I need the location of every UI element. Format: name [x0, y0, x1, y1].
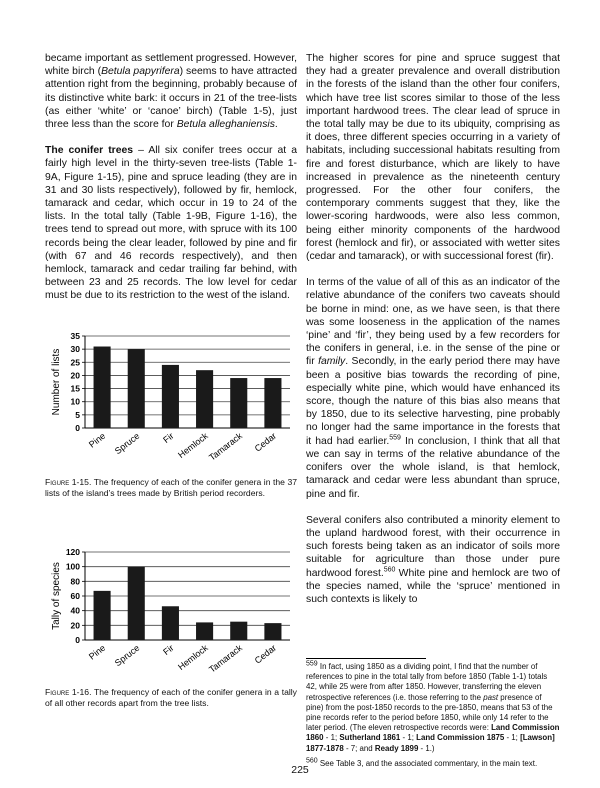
- text-run: ) seems to have attracted attention right from the beginning, probably because of its distinctive white bark: it occurs in 21 of the tree-lists (as either ‘white’ or ‘canoe’ birch) (Table 1-5), just three less than the score for: [45, 66, 297, 131]
- x-tick-label: Spruce: [112, 642, 142, 669]
- y-tick-label: 40: [70, 605, 80, 616]
- caption-text: The frequency of each of the conifer genera in the 37 lists of the island’s trees made by British period recorders.: [45, 477, 297, 498]
- page-number: 225: [291, 764, 309, 776]
- text-run: - 1.): [418, 743, 435, 753]
- citation: Land Commission 1860: [306, 723, 560, 743]
- bar-chart-number-of-lists: [45, 332, 297, 472]
- x-tick-label: Fir: [161, 430, 176, 446]
- footnote-number: 559: [306, 660, 318, 668]
- caption-label: Figure 1-16.: [45, 687, 92, 697]
- y-tick-label: 20: [70, 370, 80, 381]
- x-tick-label: Tamarack: [207, 430, 244, 463]
- x-tick-label: Fir: [161, 642, 176, 658]
- y-tick-label: 15: [70, 383, 80, 394]
- text-run: Several conifers also contributed a minority element to the upland hardwood forest, with their occurrence in such forests being taken as an indicator of soils more suitable for agriculture than those under pure hardwood forest.: [306, 514, 560, 579]
- footnote-ref: 560: [383, 566, 396, 574]
- y-axis-label: Tally of species: [51, 562, 62, 630]
- x-tick-label: Hemlock: [176, 642, 210, 673]
- paragraph-several-conifers: [306, 514, 560, 606]
- citation: Ready 1899: [374, 743, 419, 753]
- emphasis: family: [318, 356, 346, 368]
- text-run: became important as settlement progressed. However, white birch (: [45, 53, 297, 78]
- paragraph-caveats: [306, 276, 560, 500]
- y-tick-label: 20: [70, 620, 80, 631]
- citation: [Lawson] 1877-1878: [306, 733, 555, 753]
- text-run: - 1;: [504, 733, 521, 743]
- x-tick-label: Pine: [86, 642, 108, 662]
- right-column: [306, 52, 560, 606]
- bar-pine: [94, 591, 111, 640]
- x-tick-label: Cedar: [252, 430, 279, 454]
- text-run: .: [274, 119, 278, 131]
- bar-hemlock: [196, 370, 213, 428]
- x-tick-label: Spruce: [112, 430, 142, 457]
- figure-1-16: [45, 546, 297, 709]
- y-tick-label: 25: [70, 357, 80, 368]
- x-tick-label: Hemlock: [176, 430, 210, 461]
- text-run: In conclusion, I think that all that we can say in terms of the relative abundance of the conifers over the whole island, is that hemlock, tamarack and cedar were less abundant than spruce, pine and fir.: [306, 435, 560, 500]
- caption-text: The frequency of each of the conifer genera in a tally of all other records apart from the tree lists.: [45, 687, 297, 708]
- y-tick-label: 10: [70, 396, 80, 407]
- bar-tamarack: [230, 622, 247, 640]
- left-column: [45, 52, 297, 303]
- y-tick-label: 30: [70, 344, 80, 355]
- species-name: Betula papyrifera: [101, 66, 180, 78]
- footnote-rule: [306, 658, 426, 659]
- footnote-ref: 559: [389, 434, 401, 442]
- bar-cedar: [264, 623, 281, 640]
- text-run: In fact, using 1850 as a dividing point, I find that the number of references to pine in the total tally from before 1850 (Table 1-1) totals 42, while 25 were from after 1850. However, transferring the eleven retrospective references (i.e. those referring to the: [306, 662, 548, 702]
- bar-tamarack: [230, 378, 247, 428]
- text-run: - 1;: [323, 733, 340, 743]
- species-name: Betula alleghaniensis: [176, 119, 275, 131]
- text-run: – All six conifer trees occur at a fairly high level in the thirty-seven tree-lists (Table 1-9A, Figure 1-15), pine and spruce leading (they are in 31 and 30 lists respectively), followed by fir, hemlock, tamarack and cedar, which occur in 19 to 24 of the lists. In the total tally (Table 1-9B, Figure 1-16), the trees tend to spread out more, with spruce with its 100 records being the clear leader, followed by pine and fir (with 67 and 46 records respectively), and then hemlock, tamarack and cedar trailing far behind, with between 23 and 25 records. The low level for cedar must be due to its restriction to the west of the island.: [45, 145, 297, 302]
- text-run: . Secondly, in the early period there may have been a positive bias towards the recording of pine, especially white pine, which would have enhanced its score, though the nature of this bias also means that by 1850, due to its selective harvesting, pine probably no longer had the same importance in the forests that it had had earlier.: [306, 356, 561, 447]
- y-tick-label: 120: [65, 547, 80, 557]
- bar-fir: [162, 365, 179, 428]
- paragraph-conifer-trees: [45, 144, 297, 302]
- x-tick-label: Tamarack: [207, 642, 244, 675]
- y-tick-label: 0: [75, 423, 80, 433]
- bar-fir: [162, 606, 179, 640]
- text-run: See Table 3, and the associated commentary, in the main text.: [317, 758, 538, 768]
- paragraph-white-birch: [45, 52, 297, 131]
- footnotes: [306, 662, 560, 769]
- figure-1-15: [45, 332, 297, 499]
- y-axis-label: Number of lists: [51, 348, 62, 416]
- y-tick-label: 35: [70, 332, 80, 341]
- bar-spruce: [128, 349, 145, 428]
- citation: Sutherland 1861: [339, 733, 401, 743]
- bar-spruce: [128, 567, 145, 640]
- text-run: presence of pine) from the post-1850 records to the pre-1850, means that 53 of the pine records refer to the period before 1850, while only 14 refer to the later period. (The eleven retrospective records were:: [306, 692, 553, 733]
- figure-caption: [45, 477, 297, 499]
- emphasis: past: [483, 692, 499, 702]
- bar-chart-tally-of-species: [45, 546, 297, 682]
- y-tick-label: 5: [75, 409, 80, 420]
- section-subheading: The conifer trees: [45, 145, 134, 157]
- x-tick-label: Cedar: [252, 642, 279, 666]
- y-tick-label: 60: [70, 591, 80, 601]
- y-tick-label: 100: [65, 561, 80, 572]
- footnote-number: 560: [306, 757, 318, 765]
- text-run: - 7; and: [343, 743, 375, 753]
- paragraph-higher-scores: The higher scores for pine and spruce suggest that they had a greater prevalence and overall distribution in the forests of the island than the other four conifers, which have tree list scores similar to those of the less important hardwood trees. The clear lead of spruce in the total tally may be due to its ubiquity, comprising as it does, three different species occurring in a variety of habitats, including successional habitats resulting from fire and forest disturbance, which are likely to have increased in prevalence as the nineteenth century progressed. For the other four conifers, the contemporary comments suggest that they, like the lower-scoring hardwoods, were also less common, being either minority components of the hardwood forest (hemlock and fir), or associated with wetter sites (cedar and tamarack), or with successional forest (fir).: [306, 53, 560, 263]
- y-tick-label: 0: [75, 635, 80, 645]
- footnote-559: [306, 662, 560, 754]
- bar-pine: [94, 347, 111, 428]
- citation: Land Commission 1875: [416, 733, 505, 743]
- figure-caption: [45, 687, 297, 709]
- caption-label: Figure 1-15.: [45, 477, 92, 487]
- x-tick-label: Pine: [86, 430, 108, 450]
- text-run: White pine and hemlock are two of the species named, while the ‘spruce’ mentioned in such contexts is likely to: [306, 567, 560, 605]
- y-tick-label: 80: [70, 576, 80, 587]
- text-run: - 1;: [400, 733, 417, 743]
- bar-cedar: [264, 378, 281, 428]
- text-run: In terms of the value of all of this as an indicator of the relative abundance of the conifers two caveats should be borne in mind: one, as we have seen, is that there was some looseness in the application of the names ‘pine’ and ‘fir’, they being used by a few recorders for the conifers in general, i.e. in the sense of the pine or fir: [306, 277, 560, 368]
- bar-hemlock: [196, 622, 213, 640]
